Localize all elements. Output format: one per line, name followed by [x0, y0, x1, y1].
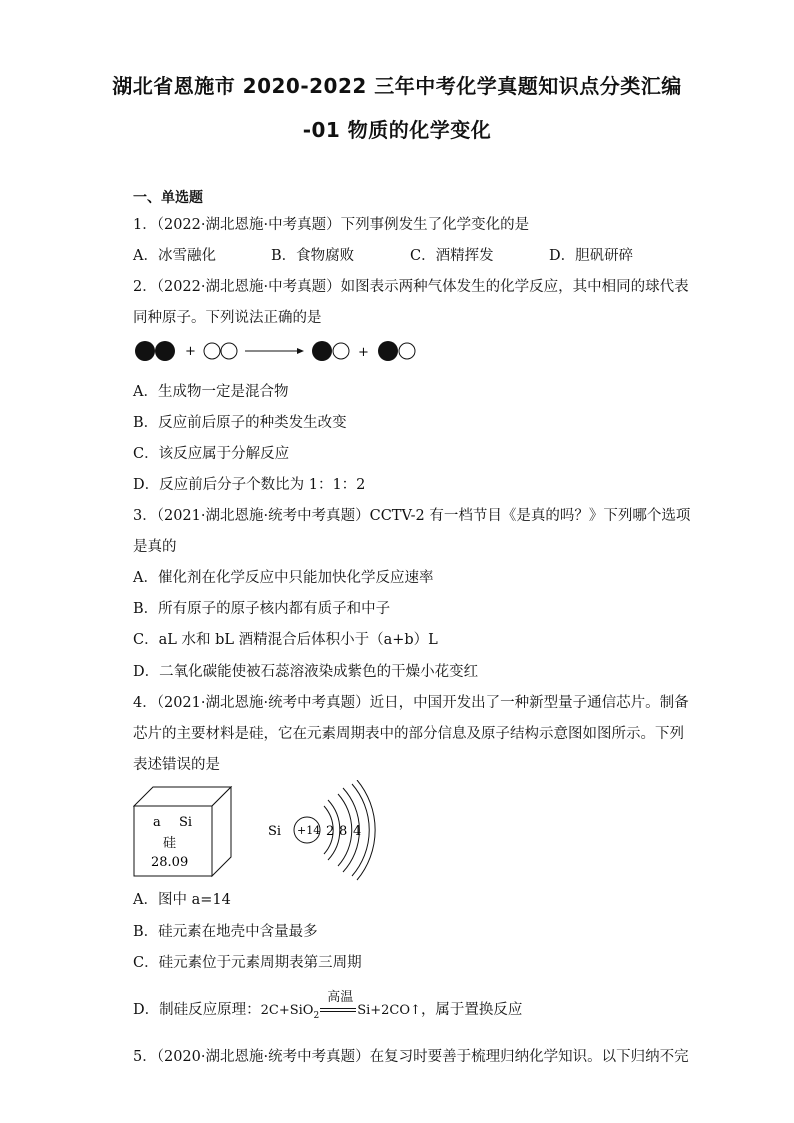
q4-stem-line2: 芯片的主要材料是硅，它在元素周期表中的部分信息及原子结构示意图如图所示。下列	[133, 726, 684, 742]
q3-option-b: B．所有原子的原子核内都有质子和中子	[133, 601, 391, 617]
q2-stem-line1: 2．（2022·湖北恩施·中考真题）如图表示两种气体发生的化学反应，其中相同的球代表	[133, 279, 689, 295]
q3-option-c: C．aL 水和 bL 酒精混合后体积小于（a+b）L	[133, 632, 438, 648]
cell-atomic-number: a	[153, 815, 161, 830]
q4-option-d-suffix: ，属于置换反应	[420, 1002, 523, 1018]
shell-electrons-1: 2	[326, 824, 335, 839]
shell-electrons-3: 4	[353, 824, 362, 839]
q3-option-a: A．催化剂在化学反应中只能加快化学反应速率	[133, 570, 434, 586]
q1-stem: 1．（2022·湖北恩施·中考真题）下列事例发生了化学变化的是	[133, 217, 530, 233]
product-molecule-2	[378, 341, 415, 361]
plus-sign-1: +	[185, 344, 196, 359]
reaction-arrow	[245, 348, 304, 354]
equation-subscript: 2	[313, 1010, 320, 1021]
q4-option-d-prefix: D．制硅反应原理：	[133, 1002, 261, 1018]
shell-electrons-2: 8	[339, 824, 348, 839]
q2-option-b: B．反应前后原子的种类发生改变	[133, 415, 347, 431]
equation-condition	[319, 990, 357, 1018]
q4-option-a: A．图中 a=14	[133, 892, 231, 908]
q3-option-d: D．二氧化碳能使被石蕊溶液染成紫色的干燥小花变红	[133, 664, 479, 680]
q2-stem-line2: 同种原子。下列说法正确的是	[133, 310, 322, 326]
cell-atomic-mass: 28.09	[151, 855, 189, 870]
document-title-line2: -01 物质的化学变化	[302, 118, 492, 142]
equation-condition-text: 高温	[327, 990, 354, 1005]
section-heading: 一、单选题	[133, 190, 203, 206]
q4-stem-line1: 4．（2021·湖北恩施·统考中考真题）近日，中国开发出了一种新型量子通信芯片。制备	[133, 695, 689, 711]
equation-equals-bar	[320, 1008, 356, 1012]
atom-symbol: Si	[268, 824, 282, 839]
q4-option-b: B．硅元素在地壳中含量最多	[133, 924, 318, 940]
reactant-black-molecule	[135, 341, 175, 361]
q3-stem-line1: 3．（2021·湖北恩施·统考中考真题）CCTV-2 有一档节目《是真的吗？》下列哪个选项	[133, 508, 691, 524]
q3-stem-line2: 是真的	[133, 539, 177, 555]
q2-option-d: D．反应前后分子个数比为 1：1：2	[133, 477, 366, 493]
q2-option-a: A．生成物一定是混合物	[133, 384, 289, 400]
q4-option-d	[133, 990, 523, 1021]
plus-sign-2: +	[358, 345, 369, 360]
q1-option-a: A．冰雪融化	[133, 248, 216, 264]
document-title-line1: 湖北省恩施市 2020-2022 三年中考化学真题知识点分类汇编	[112, 74, 682, 98]
atomic-structure-diagram	[268, 780, 378, 884]
nucleus-charge: +14	[297, 824, 321, 837]
q2-option-c: C．该反应属于分解反应	[133, 446, 290, 462]
equation-products: Si+2CO↑	[357, 1003, 421, 1018]
equation-reactants: 2C+SiO	[260, 1003, 314, 1018]
cell-element-symbol: Si	[179, 815, 193, 830]
q1-option-d: D．胆矾研碎	[549, 248, 634, 264]
q4-stem-line3: 表述错误的是	[133, 757, 220, 773]
q1-option-c: C．酒精挥发	[410, 248, 494, 264]
product-molecule-1	[312, 341, 349, 361]
cell-element-name: 硅	[163, 836, 177, 851]
reactant-white-molecule	[204, 343, 237, 359]
reaction-diagram	[133, 337, 433, 367]
q4-option-c: C．硅元素位于元素周期表第三周期	[133, 955, 362, 971]
periodic-table-cell	[133, 786, 233, 878]
q1-option-b: B．食物腐败	[271, 248, 355, 264]
q5-stem-line1: 5．（2020·湖北恩施·统考中考真题）在复习时要善于梳理归纳化学知识。以下归纳不完	[133, 1049, 689, 1065]
